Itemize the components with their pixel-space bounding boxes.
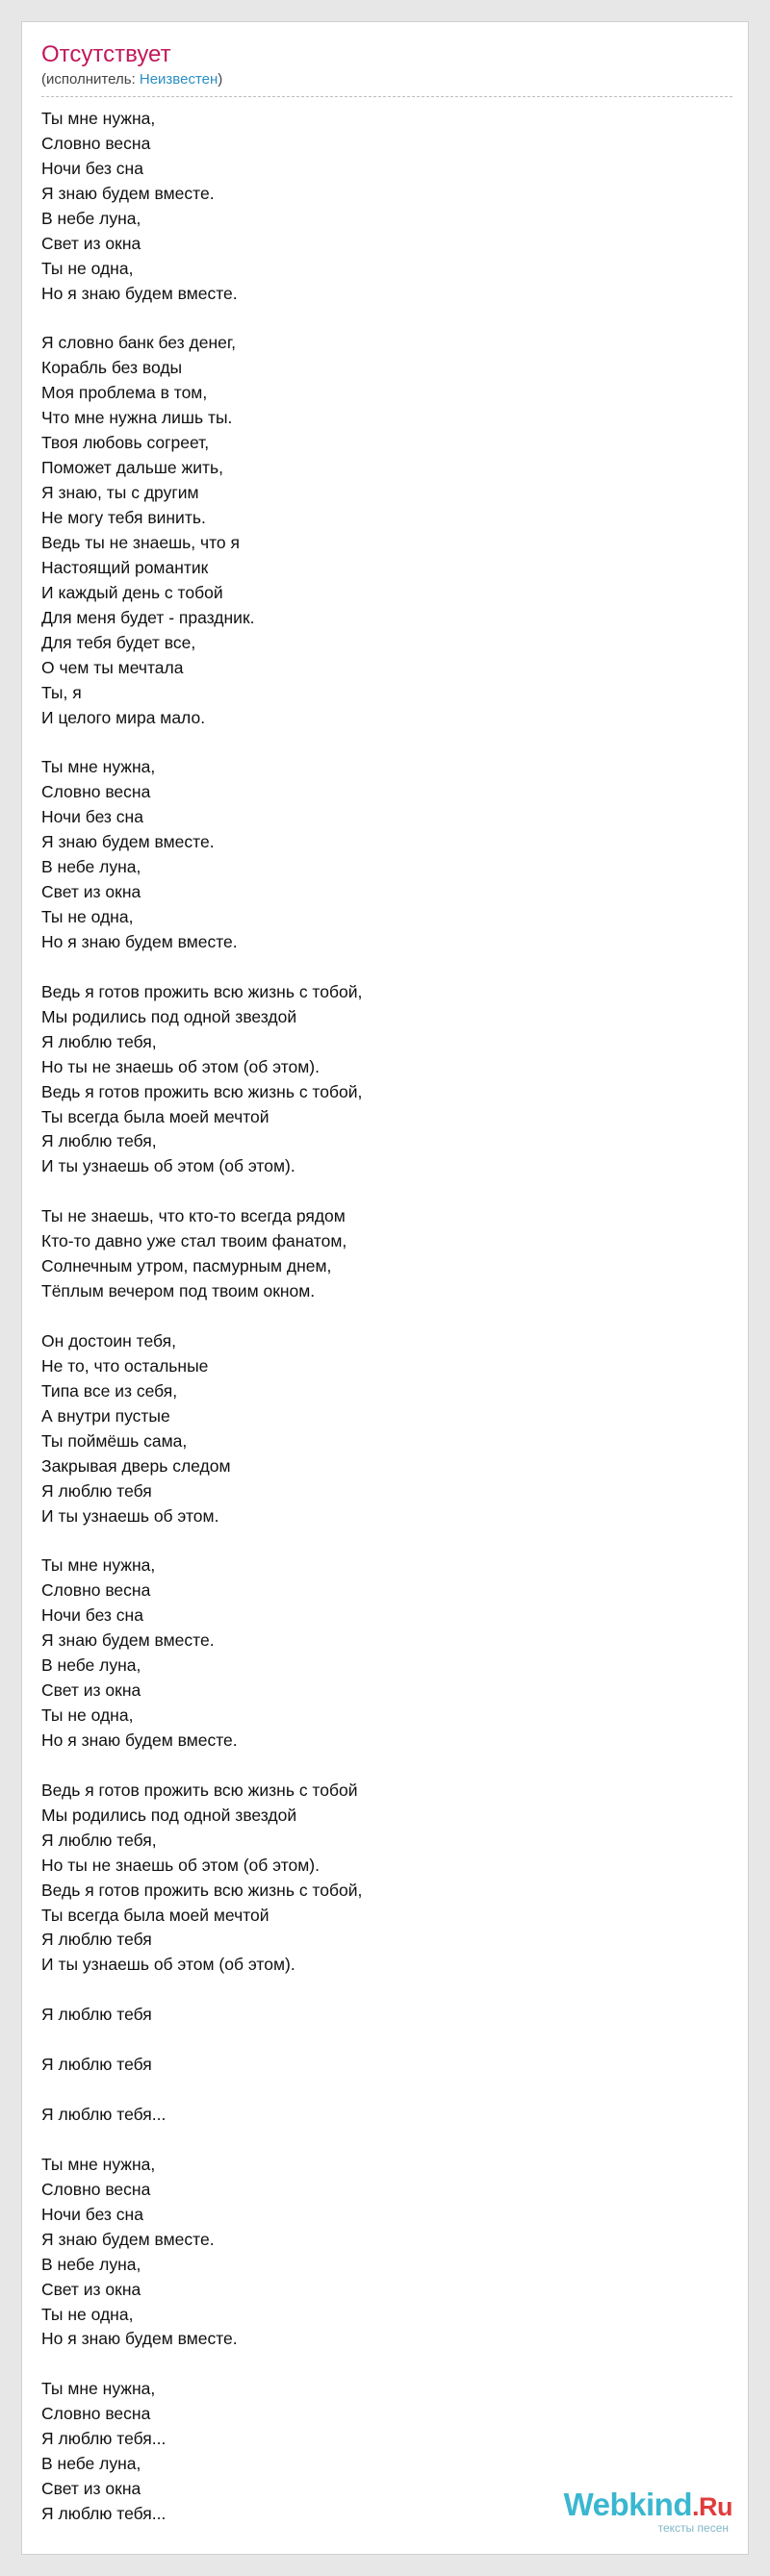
lyric-line: Ты мне нужна, bbox=[41, 757, 156, 777]
lyric-line: Свет из окна bbox=[41, 2479, 141, 2499]
lyric-line: В небе луна, bbox=[41, 1655, 141, 1676]
lyric-line: Я знаю будем вместе. bbox=[41, 183, 215, 203]
lyric-line: Ты, я bbox=[41, 682, 82, 702]
lyric-line: Я люблю тебя... bbox=[41, 2105, 167, 2124]
logo-name: Webkind bbox=[563, 2487, 692, 2522]
lyric-line: Ведь я готов прожить всю жизнь с тобой, bbox=[41, 1081, 363, 1101]
lyric-line: Не то, что остальные bbox=[41, 1355, 209, 1376]
lyric-line: Словно весна bbox=[41, 782, 151, 802]
lyrics-body bbox=[41, 107, 715, 2527]
lyric-line: В небе луна, bbox=[41, 2454, 141, 2474]
lyric-line: Словно весна bbox=[41, 1580, 151, 1601]
lyric-line: Но я знаю будем вместе. bbox=[41, 2329, 238, 2349]
lyric-line: Моя проблема в том, bbox=[41, 383, 208, 403]
lyric-line: Ночи без сна bbox=[41, 1605, 143, 1626]
lyric-line: Ты мне нужна, bbox=[41, 2379, 156, 2399]
lyric-line: Ведь я готов прожить всю жизнь с тобой, bbox=[41, 981, 363, 1001]
stanza-break bbox=[41, 730, 715, 755]
lyric-line: Свет из окна bbox=[41, 1680, 141, 1701]
stanza-break bbox=[41, 1304, 715, 1329]
lyric-line: Я люблю тебя, bbox=[41, 1830, 157, 1850]
lyrics-card bbox=[21, 21, 749, 2555]
lyric-line: Настоящий романтик bbox=[41, 557, 209, 577]
logo-wordmark bbox=[564, 2488, 732, 2523]
stanza-break bbox=[41, 2352, 715, 2377]
lyric-line: Типа все из себя, bbox=[41, 1380, 178, 1401]
lyric-line: Я люблю тебя... bbox=[41, 2429, 167, 2449]
lyric-line: Я знаю будем вместе. bbox=[41, 1630, 215, 1651]
lyric-line: Кто-то давно уже стал твоим фанатом, bbox=[41, 1231, 347, 1251]
artist-prefix: (исполнитель: bbox=[41, 71, 140, 88]
lyric-line: И каждый день с тобой bbox=[41, 582, 223, 602]
logo-tagline: тексты песен bbox=[657, 2521, 729, 2535]
lyric-line: Ты не одна, bbox=[41, 907, 134, 926]
lyric-line: Ведь я готов прожить всю жизнь с тобой bbox=[41, 1780, 358, 1800]
lyric-line: Для тебя будет все, bbox=[41, 632, 196, 652]
lyric-line: Я знаю будем вместе. bbox=[41, 832, 215, 852]
lyric-line: Мы родились под одной звездой bbox=[41, 1805, 297, 1825]
lyric-line: Твоя любовь согреет, bbox=[41, 433, 210, 453]
lyric-line: В небе луна, bbox=[41, 2254, 141, 2274]
stanza-break bbox=[41, 955, 715, 980]
lyric-line: И целого мира мало. bbox=[41, 707, 206, 727]
lyric-line: Он достоин тебя, bbox=[41, 1330, 177, 1351]
lyric-line: Мы родились под одной звездой bbox=[41, 1006, 297, 1026]
lyric-line: Поможет дальше жить, bbox=[41, 458, 223, 478]
lyric-line: Для меня будет - праздник. bbox=[41, 607, 255, 627]
lyric-line: Я люблю тебя, bbox=[41, 1031, 157, 1051]
lyric-line: Ведь я готов прожить всю жизнь с тобой, bbox=[41, 1880, 363, 1900]
lyric-line: Корабль без воды bbox=[41, 358, 183, 378]
lyric-line: А внутри пустые bbox=[41, 1405, 170, 1426]
stanza-break bbox=[41, 1179, 715, 1204]
lyric-line: Свет из окна bbox=[41, 2279, 141, 2299]
lyric-line: Тёплым вечером под твоим окном. bbox=[41, 1281, 316, 1301]
lyric-line: Что мне нужна лишь ты. bbox=[41, 408, 233, 428]
lyric-line: Но я знаю будем вместе. bbox=[41, 931, 238, 951]
lyric-line: Свет из окна bbox=[41, 233, 141, 253]
lyric-line: Не могу тебя винить. bbox=[41, 508, 206, 527]
lyric-line: Я знаю, ты с другим bbox=[41, 483, 199, 503]
stanza-break bbox=[41, 1978, 715, 2003]
stanza-break bbox=[41, 2128, 715, 2153]
lyric-line: Ночи без сна bbox=[41, 158, 143, 178]
lyric-line: Я люблю тебя bbox=[41, 1930, 152, 1950]
stanza-break bbox=[41, 307, 715, 332]
lyric-line: Я словно банк без денег, bbox=[41, 333, 236, 353]
artist-link[interactable]: Неизвестен bbox=[139, 71, 218, 88]
lyric-line: Ты не одна, bbox=[41, 258, 134, 278]
lyric-line: Ты поймёшь сама, bbox=[41, 1430, 188, 1451]
lyric-line: Ты не одна, bbox=[41, 1705, 134, 1725]
song-title: Отсутствует bbox=[41, 41, 171, 67]
lyric-line: В небе луна, bbox=[41, 857, 141, 877]
lyric-line: Закрывая дверь следом bbox=[41, 1455, 231, 1476]
lyric-line: Я знаю будем вместе. bbox=[41, 2229, 215, 2249]
lyric-line: Я люблю тебя, bbox=[41, 1131, 157, 1151]
lyric-line: Но я знаю будем вместе. bbox=[41, 1730, 238, 1750]
lyric-line: Солнечным утром, пасмурным днем, bbox=[41, 1256, 332, 1276]
lyric-line: Я люблю тебя bbox=[41, 1480, 152, 1501]
lyric-line: И ты узнаешь об этом. bbox=[41, 1505, 219, 1526]
stanza-break bbox=[41, 1754, 715, 1779]
lyric-line: Ты мне нужна, bbox=[41, 2154, 156, 2174]
header-divider bbox=[41, 96, 732, 97]
lyric-line: И ты узнаешь об этом (об этом). bbox=[41, 1955, 295, 1975]
lyric-line: Словно весна bbox=[41, 2404, 151, 2424]
lyric-line: Ведь ты не знаешь, что я bbox=[41, 532, 240, 552]
logo-tld: .Ru bbox=[692, 2492, 732, 2521]
lyric-line: Ты не знаешь, что кто-то всегда рядом bbox=[41, 1206, 346, 1226]
artist-line bbox=[41, 70, 222, 89]
lyric-line: В небе луна, bbox=[41, 208, 141, 228]
lyric-line: Ночи без сна bbox=[41, 2204, 143, 2224]
lyric-line: Но я знаю будем вместе. bbox=[41, 283, 238, 303]
lyric-line: Я люблю тебя bbox=[41, 2005, 152, 2025]
lyric-line: Ты всегда была моей мечтой bbox=[41, 1106, 270, 1126]
lyric-line: Ты мне нужна, bbox=[41, 109, 156, 128]
site-logo[interactable] bbox=[564, 2488, 732, 2535]
lyric-line: Я люблю тебя bbox=[41, 2055, 152, 2075]
artist-suffix: ) bbox=[218, 71, 223, 88]
lyric-line: Словно весна bbox=[41, 2179, 151, 2199]
stanza-break bbox=[41, 1528, 715, 1553]
lyric-line: Но ты не знаешь об этом (об этом). bbox=[41, 1056, 320, 1076]
lyric-line: Но ты не знаешь об этом (об этом). bbox=[41, 1855, 320, 1875]
lyric-line: Я люблю тебя... bbox=[41, 2504, 167, 2523]
lyric-line: Ночи без сна bbox=[41, 807, 143, 827]
lyric-line: Ты мне нужна, bbox=[41, 1555, 156, 1576]
lyric-line: Свет из окна bbox=[41, 882, 141, 902]
lyric-line: О чем ты мечтала bbox=[41, 657, 184, 677]
lyric-line: Словно весна bbox=[41, 133, 151, 153]
stanza-break bbox=[41, 2028, 715, 2053]
lyric-line: Ты не одна, bbox=[41, 2304, 134, 2324]
lyric-line: И ты узнаешь об этом (об этом). bbox=[41, 1156, 295, 1176]
stanza-break bbox=[41, 2078, 715, 2103]
lyric-line: Ты всегда была моей мечтой bbox=[41, 1905, 270, 1925]
